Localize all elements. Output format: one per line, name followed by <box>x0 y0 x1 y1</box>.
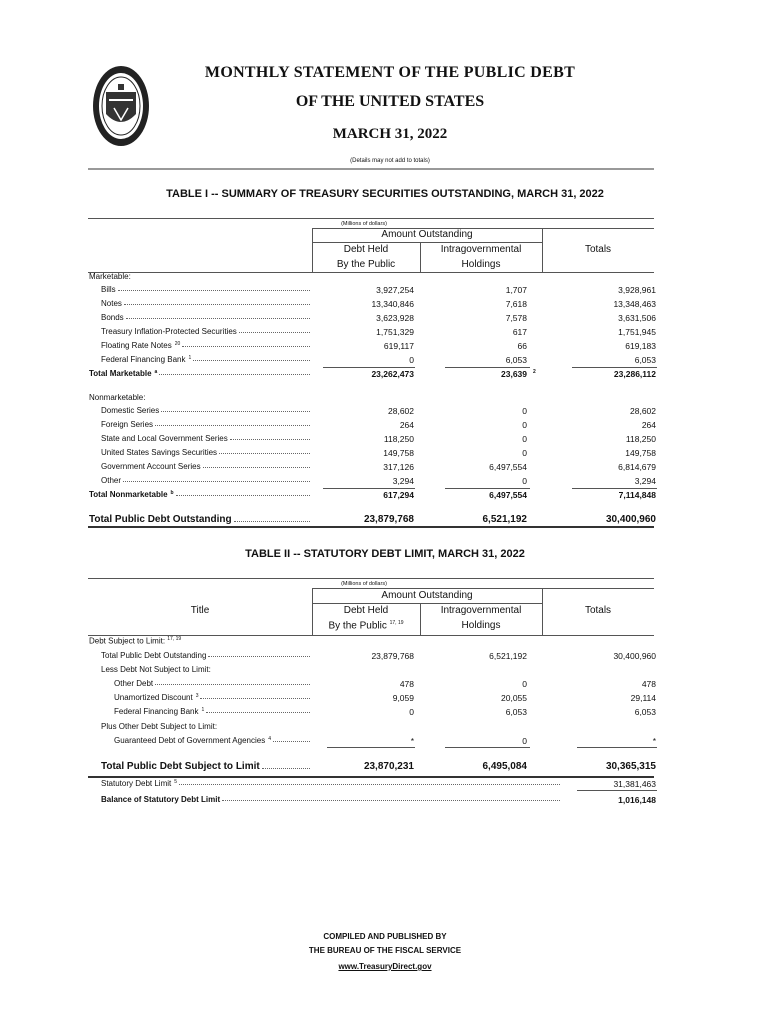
total-value-text: 1,016,148 <box>618 795 656 805</box>
public-value <box>371 651 414 661</box>
intra-value-text: 66 <box>517 341 527 351</box>
table2-vrule-1 <box>312 589 313 635</box>
public-value <box>400 420 414 430</box>
intra-value-text: 6,497,554 <box>489 490 527 500</box>
total-value <box>653 736 656 746</box>
row-leader <box>124 299 310 305</box>
total-value-text: 30,365,315 <box>605 761 656 772</box>
intra-value-text: 6,053 <box>505 355 527 365</box>
total-value <box>618 313 656 323</box>
table1-title: TABLE I -- SUMMARY OF TREASURY SECURITIES OUTSTANDING, MARCH 31, 2022 <box>166 188 604 200</box>
row-label-text: Bonds <box>101 313 124 322</box>
document-title-line1: MONTHLY STATEMENT OF THE PUBLIC DEBT <box>204 64 576 81</box>
row-label <box>114 679 310 688</box>
intra-value <box>489 490 527 500</box>
row-label <box>101 285 310 294</box>
row-leader <box>159 369 310 375</box>
row-label <box>89 514 310 525</box>
public-value-text: 617,294 <box>383 490 414 500</box>
public-value <box>384 434 414 444</box>
table1-subtotal-rule-6 <box>572 488 657 489</box>
total-value-text: 1,751,945 <box>618 327 656 337</box>
intra-value-text: 0 <box>522 420 527 430</box>
row-leader <box>118 285 310 291</box>
row-label-footnote: b <box>170 490 174 496</box>
row-label-text: Other Debt <box>114 679 154 688</box>
public-value <box>400 679 414 689</box>
intra-value <box>501 693 527 703</box>
total-value-text: 7,114,848 <box>618 490 656 500</box>
total-value <box>606 514 656 525</box>
intra-value <box>522 476 527 486</box>
row-label-text: State and Local Government Series <box>101 434 228 443</box>
row-leader <box>206 707 310 713</box>
intra-value <box>506 355 527 365</box>
total-value-text: 6,053 <box>634 707 656 717</box>
row-leader <box>161 406 310 412</box>
total-value <box>635 476 656 486</box>
public-value <box>371 299 414 309</box>
intra-value-text: 6,521,192 <box>482 514 527 525</box>
row-leader <box>193 355 310 361</box>
row-label <box>101 476 310 485</box>
row-label-text: Foreign Series <box>101 420 154 429</box>
row-label-text: Total Public Debt Outstanding <box>101 651 207 660</box>
intra-value-text: 6,497,554 <box>489 462 527 472</box>
row-label <box>101 434 310 443</box>
row-leader <box>200 693 310 699</box>
row-leader <box>234 514 310 522</box>
total-value-text: 28,602 <box>630 406 656 416</box>
row-label-text: Balance of Statutory Debt Limit <box>101 795 221 804</box>
total-value-text: 6,814,679 <box>618 462 656 472</box>
intra-value-text: 0 <box>522 448 527 458</box>
public-value-text: 23,870,231 <box>363 761 414 772</box>
total-value-text: 13,348,463 <box>613 299 656 309</box>
public-value <box>393 693 414 703</box>
table2-subtotal-rule-3 <box>577 747 657 748</box>
table1-col-intra-2: Holdings <box>461 259 501 270</box>
row-label-text: Domestic Series <box>101 406 160 415</box>
public-value <box>383 448 414 458</box>
public-value <box>411 736 414 746</box>
total-value <box>625 341 656 351</box>
document-title-line2: OF THE UNITED STATES <box>295 93 485 110</box>
total-value <box>630 406 656 416</box>
intra-value-text: 7,618 <box>505 299 527 309</box>
row-label-footnote: 4 <box>268 736 271 742</box>
public-value-text: 23,879,768 <box>371 651 414 661</box>
total-value-text: 149,758 <box>625 448 656 458</box>
total-value-text: 118,250 <box>625 434 656 444</box>
row-label-text: Notes <box>101 299 122 308</box>
row-label-text: Total Nonmarketable <box>89 490 168 499</box>
intra-value-text: 7,578 <box>505 313 527 323</box>
row-label <box>101 327 310 336</box>
row-label <box>101 761 310 772</box>
row-label-text: Total Public Debt Outstanding <box>89 514 232 525</box>
row-leader <box>208 651 310 657</box>
total-value <box>631 693 656 703</box>
table2-vrule-2 <box>420 604 421 635</box>
row-label-text: Other <box>101 476 122 485</box>
public-value-text: 23,262,473 <box>371 369 414 379</box>
header-divider <box>88 168 654 170</box>
table1-marketable-heading: Marketable: <box>89 272 131 281</box>
intra-value-text: 0 <box>522 476 527 486</box>
public-value-text: 28,602 <box>388 406 414 416</box>
table1-subtotal-rule-1 <box>323 367 415 368</box>
total-value-text: * <box>652 736 656 746</box>
table1-header-bottom-rule <box>88 272 654 273</box>
table1-amount-outstanding: Amount Outstanding <box>381 229 473 240</box>
intra-value-text: 0 <box>522 434 527 444</box>
table2-col-intra-1: Intragovernmental <box>440 605 522 616</box>
row-label <box>114 693 310 702</box>
table2-subject-heading: Debt Subject to Limit: $^{17, 19}$ <box>89 636 182 646</box>
table2-amount-rule <box>312 603 542 604</box>
total-value-text: 3,294 <box>634 476 656 486</box>
intra-value <box>501 369 536 379</box>
total-value-text: 3,631,506 <box>618 313 656 323</box>
table2-plus-heading: Plus Other Debt Subject to Limit: <box>101 722 218 731</box>
row-leader <box>203 462 310 468</box>
intra-value-text: 0 <box>522 736 527 746</box>
table1-amount-rule <box>312 242 542 243</box>
public-value-text: 264 <box>399 420 414 430</box>
total-value-text: 30,400,960 <box>613 651 656 661</box>
total-value <box>618 327 656 337</box>
table1-subtotal-rule-5 <box>445 488 530 489</box>
footer-compiled-by: COMPILED AND PUBLISHED BY <box>323 932 447 941</box>
row-label <box>114 707 310 716</box>
total-value <box>635 707 656 717</box>
row-label <box>101 406 310 415</box>
public-value-text: 0 <box>409 355 414 365</box>
total-value <box>613 779 656 789</box>
total-value <box>618 285 656 295</box>
total-value-text: 619,183 <box>625 341 656 351</box>
row-label <box>89 369 310 378</box>
public-value <box>364 761 414 772</box>
public-value-text: 0 <box>409 707 414 717</box>
public-value-text: 9,059 <box>392 693 414 703</box>
row-leader <box>222 795 560 801</box>
total-value <box>618 462 656 472</box>
public-value <box>388 406 414 416</box>
table1-subtotal-rule-3 <box>572 367 657 368</box>
total-value-text: 31,381,463 <box>613 779 656 789</box>
row-label-footnote: 3 <box>195 693 199 699</box>
table1-top-rule <box>88 218 654 219</box>
row-label-text: United States Savings Securities <box>101 448 218 457</box>
public-value <box>409 707 414 717</box>
row-label <box>101 313 310 322</box>
row-label-text: Treasury Inflation-Protected Securities <box>101 327 237 336</box>
row-label-footnote: a <box>154 369 158 375</box>
intra-value <box>522 448 527 458</box>
table1-subtotal-rule-2 <box>445 367 530 368</box>
public-value <box>383 462 414 472</box>
table1-vrule-1 <box>312 229 313 272</box>
intra-value <box>522 679 527 689</box>
public-value <box>393 476 414 486</box>
table1-vrule-2 <box>420 243 421 272</box>
table1-col-public-1: Debt Held <box>343 244 389 255</box>
row-label-text: Guaranteed Debt of Government Agencies <box>114 736 266 745</box>
row-leader <box>176 490 310 496</box>
row-label-footnote: 1 <box>188 355 192 361</box>
intra-value-text: 6,495,084 <box>482 761 527 772</box>
public-value-text: 3,294 <box>392 476 414 486</box>
table1-units: (Millions of dollars) <box>341 221 387 227</box>
intra-value-text: 23,639 <box>501 369 527 379</box>
total-value <box>635 355 656 365</box>
row-label <box>101 462 310 471</box>
intra-value <box>506 299 527 309</box>
intra-value <box>518 341 527 351</box>
total-value <box>619 490 656 500</box>
public-value-text: 317,126 <box>383 462 414 472</box>
treasury-seal-logo <box>92 64 150 148</box>
public-value <box>384 341 414 351</box>
table2-col-public-1: Debt Held <box>343 605 389 616</box>
intra-value <box>483 514 528 525</box>
intra-value-text: 0 <box>522 679 527 689</box>
row-leader <box>123 476 310 482</box>
public-value-text: 118,250 <box>383 434 414 444</box>
intra-value-text: 0 <box>522 406 527 416</box>
table1-col-totals: Totals <box>584 244 612 255</box>
intra-value <box>506 707 527 717</box>
public-value <box>364 514 414 525</box>
table2-col-title: Title <box>190 605 210 616</box>
public-value-text: 149,758 <box>383 448 414 458</box>
row-label <box>101 420 310 429</box>
row-label <box>101 448 310 457</box>
row-leader <box>239 327 310 333</box>
public-value-text: * <box>410 736 414 746</box>
row-label <box>101 299 310 308</box>
intra-value <box>522 434 527 444</box>
row-label-text: Floating Rate Notes <box>101 341 172 350</box>
value-footnote: 2 <box>533 369 536 375</box>
treasury-direct-link[interactable]: www.TreasuryDirect.gov <box>338 962 432 971</box>
total-value-text: 30,400,960 <box>605 514 656 525</box>
total-value-text: 478 <box>641 679 656 689</box>
public-value <box>409 355 414 365</box>
table2-vrule-3 <box>542 589 543 635</box>
table2-units: (Millions of dollars) <box>341 581 387 587</box>
row-leader <box>155 679 310 685</box>
table2-amount-outstanding: Amount Outstanding <box>381 590 473 601</box>
total-value-text: 23,286,112 <box>613 369 656 379</box>
intra-value <box>522 406 527 416</box>
row-label-text: Statutory Debt Limit <box>101 779 172 788</box>
intra-value <box>489 651 527 661</box>
total-value <box>626 434 656 444</box>
intra-value-text: 6,053 <box>505 707 527 717</box>
total-value <box>618 795 656 805</box>
public-value-text: 23,879,768 <box>363 514 414 525</box>
table2-units-rule <box>312 588 654 589</box>
table1-nonmarketable-heading: Nonmarketable: <box>89 393 146 402</box>
table2-subtotal-rule-2 <box>445 747 530 748</box>
table2-top-rule <box>88 578 654 579</box>
table2-col-intra-2: Holdings <box>461 620 501 631</box>
table2-col-public-2: By the Public $^{17, 19}$ <box>328 620 404 632</box>
row-leader <box>126 313 310 319</box>
row-label-footnote: 5 <box>174 779 178 785</box>
table2-col-totals: Totals <box>584 605 612 616</box>
table2-less-heading: Less Debt Not Subject to Limit: <box>101 665 211 674</box>
total-value-text: 264 <box>641 420 656 430</box>
public-value <box>376 285 414 295</box>
row-leader <box>273 736 310 742</box>
table1-col-public-2: By the Public <box>336 259 396 270</box>
footer-bureau: THE BUREAU OF THE FISCAL SERVICE <box>308 946 462 955</box>
row-label-text: Total Marketable <box>89 369 152 378</box>
table1-col-intra-1: Intragovernmental <box>440 244 522 255</box>
table2-title: TABLE II -- STATUTORY DEBT LIMIT, MARCH 31, 2022 <box>245 548 525 560</box>
public-value-text: 3,927,254 <box>376 285 414 295</box>
row-label <box>101 341 310 350</box>
document-date: MARCH 31, 2022 <box>332 126 448 142</box>
total-value <box>606 761 656 772</box>
total-value <box>642 679 656 689</box>
intra-value-text: 1,707 <box>505 285 527 295</box>
row-leader <box>179 779 560 785</box>
total-value <box>642 420 656 430</box>
intra-value <box>506 313 527 323</box>
table1-vrule-3 <box>542 229 543 272</box>
row-leader <box>182 341 310 347</box>
total-value <box>614 369 656 379</box>
table2-subtotal-rule-1 <box>327 747 415 748</box>
public-value-text: 478 <box>399 679 414 689</box>
public-value <box>376 313 414 323</box>
intra-value <box>522 736 527 746</box>
public-value-text: 619,117 <box>383 341 414 351</box>
intra-value <box>489 462 527 472</box>
row-label-text: Government Account Series <box>101 462 201 471</box>
intra-value-text: 617 <box>512 327 527 337</box>
row-leader <box>219 448 310 454</box>
intra-value <box>522 420 527 430</box>
table1-subtotal-rule-4 <box>323 488 415 489</box>
row-label <box>114 736 310 745</box>
row-leader <box>155 420 310 426</box>
row-label-text: Bills <box>101 285 116 294</box>
total-value <box>613 651 656 661</box>
row-label <box>101 779 560 788</box>
intra-value-text: 20,055 <box>501 693 527 703</box>
row-label <box>89 490 310 499</box>
total-value-text: 29,114 <box>630 693 656 703</box>
intra-value <box>506 285 527 295</box>
public-value <box>371 369 414 379</box>
total-value <box>613 299 656 309</box>
table1-bottom-rule <box>88 526 654 528</box>
intra-value-text: 6,521,192 <box>489 651 527 661</box>
public-value <box>376 327 414 337</box>
row-label-text: Unamortized Discount <box>114 693 193 702</box>
row-label-text: Federal Financing Bank <box>101 355 186 364</box>
table2-total-rule <box>88 776 654 778</box>
intra-value <box>483 761 528 772</box>
row-label-text: Total Public Debt Subject to Limit <box>101 761 260 772</box>
row-label-text: Federal Financing Bank <box>114 707 199 716</box>
row-label <box>101 795 560 804</box>
public-value-text: 1,751,329 <box>376 327 414 337</box>
intra-value <box>513 327 527 337</box>
total-value-text: 6,053 <box>634 355 656 365</box>
row-leader <box>262 761 310 769</box>
row-label-footnote: 1 <box>201 707 205 713</box>
details-note: (Details may not add to totals) <box>350 158 430 164</box>
table2-limit-rule <box>577 790 657 791</box>
row-leader <box>230 434 310 440</box>
total-value-text: 3,928,961 <box>618 285 656 295</box>
public-value-text: 13,340,846 <box>371 299 414 309</box>
public-value-text: 3,623,928 <box>376 313 414 323</box>
total-value <box>625 448 656 458</box>
row-label-footnote: 20 <box>174 341 181 347</box>
row-label <box>101 651 310 660</box>
public-value <box>383 490 414 500</box>
row-label <box>101 355 310 364</box>
